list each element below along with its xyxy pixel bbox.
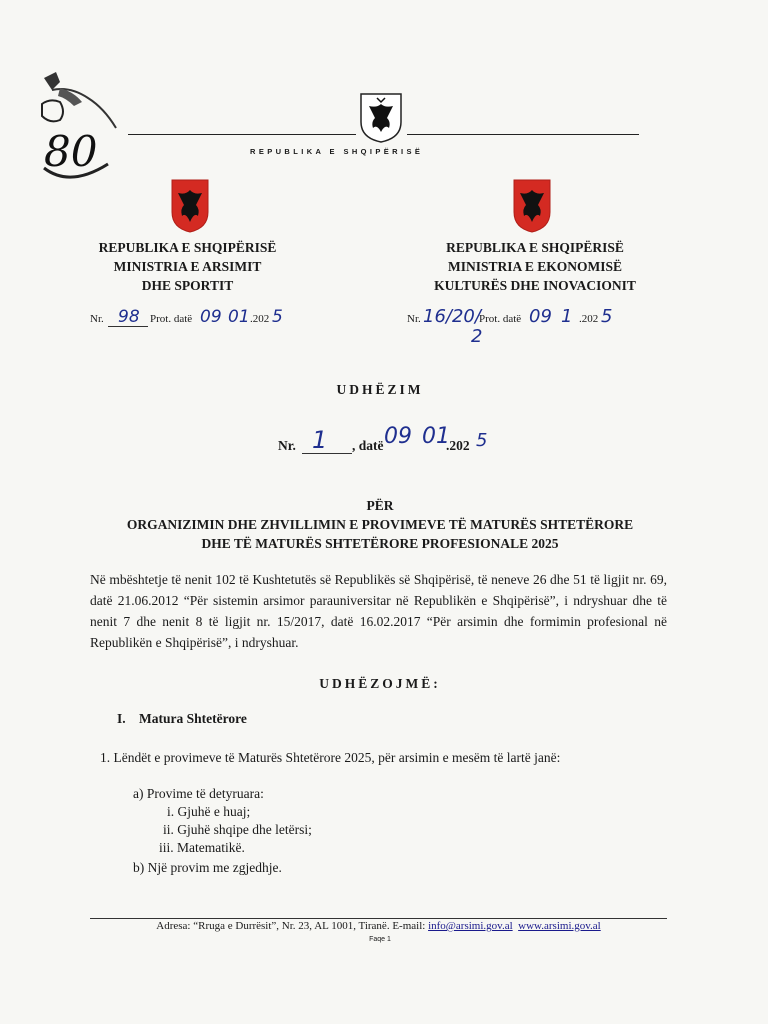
doc-nr-value: 1 bbox=[312, 426, 328, 454]
anniversary-80-logo bbox=[30, 68, 122, 186]
page-number: Faqe 1 bbox=[369, 936, 391, 943]
doc-number-line bbox=[278, 424, 508, 458]
title-line1: PËR bbox=[366, 498, 394, 513]
title-line3: DHE TË MATURËS SHTETËRORE PROFESIONALE 2025 bbox=[201, 536, 559, 551]
right-emblem bbox=[512, 178, 552, 234]
left-nr-value: 98 bbox=[118, 307, 140, 327]
doc-date-label: , datë bbox=[352, 438, 384, 453]
letterhead-text: REPUBLIKA E SHQIPËRISË bbox=[250, 147, 424, 156]
section-number: I. bbox=[117, 711, 126, 726]
left-protocol-line bbox=[90, 309, 320, 333]
right-nr-value: 16/20/ bbox=[423, 306, 481, 327]
anniversary-number: 80 bbox=[44, 127, 98, 176]
left-year: .202 bbox=[250, 313, 270, 325]
left-year-hand: 5 bbox=[272, 307, 283, 327]
footer-address bbox=[90, 920, 667, 932]
section-heading bbox=[117, 711, 247, 727]
right-ministry-line3: KULTURËS DHE INOVACIONIT bbox=[434, 278, 636, 293]
list-a-ii: ii. Gjuhë shqipe dhe letërsi; bbox=[163, 822, 312, 837]
footer-email-link[interactable]: info@arsimi.gov.al bbox=[428, 920, 513, 932]
document-title bbox=[80, 496, 680, 553]
letterhead-rule-left bbox=[128, 134, 356, 135]
right-nr-sub: 2 bbox=[471, 326, 483, 347]
list-a-iii: iii. Matematikë. bbox=[159, 840, 245, 855]
right-year: .202 bbox=[579, 313, 599, 325]
right-ministry-line2: MINISTRIA E EKONOMISË bbox=[447, 259, 623, 274]
right-protocol-line bbox=[407, 306, 637, 346]
doc-type: UDHËZIM bbox=[336, 382, 424, 397]
doc-year: .202 bbox=[446, 438, 470, 453]
doc-year-hand: 5 bbox=[476, 430, 488, 451]
left-nr-label: Nr. bbox=[90, 313, 104, 325]
left-ministry-line2: MINISTRIA E ARSIMIT bbox=[113, 259, 262, 274]
central-emblem bbox=[359, 92, 403, 144]
footer-rule bbox=[90, 918, 667, 919]
list-a: a) Provime të detyruara: bbox=[133, 786, 264, 801]
doc-date-month: 01 bbox=[422, 424, 450, 449]
footer-address-text: Adresa: “Rruga e Durrësit”, Nr. 23, AL 1001, Tiranë. E-mail: bbox=[156, 920, 429, 932]
left-prot-label: Prot. datë bbox=[150, 313, 193, 325]
right-date-month: 1 bbox=[561, 306, 573, 327]
footer-website-link[interactable]: www.arsimi.gov.al bbox=[518, 920, 601, 932]
instruct-heading: UDHËZOJMË: bbox=[319, 676, 441, 691]
left-ministry-block bbox=[70, 238, 305, 295]
item-1: 1. Lëndët e provimeve të Maturës Shtetërore 2025, për arsimin e mesëm të lartë janë: bbox=[100, 750, 561, 765]
right-date-day: 09 bbox=[529, 306, 552, 327]
right-ministry-line1: REPUBLIKA E SHQIPËRISË bbox=[446, 240, 624, 255]
doc-date-day: 09 bbox=[384, 424, 412, 449]
doc-nr-label: Nr. bbox=[278, 438, 296, 453]
right-nr-label: Nr. bbox=[407, 313, 421, 325]
title-line2: ORGANIZIMIN DHE ZHVILLIMIN E PROVIMEVE TË MATURËS SHTETËRORE bbox=[126, 517, 634, 532]
letterhead-rule-right bbox=[407, 134, 639, 135]
right-ministry-block bbox=[415, 238, 655, 295]
right-year-hand: 5 bbox=[601, 306, 613, 327]
left-ministry-line3: DHE SPORTIT bbox=[141, 278, 234, 293]
left-emblem bbox=[170, 178, 210, 234]
list-b: b) Një provim me zgjedhje. bbox=[133, 860, 282, 875]
left-ministry-line1: REPUBLIKA E SHQIPËRISË bbox=[98, 240, 277, 255]
list-a-i: i. Gjuhë e huaj; bbox=[167, 804, 251, 819]
right-prot-label: Prot. datë bbox=[479, 313, 522, 325]
left-date-day: 09 bbox=[200, 307, 222, 327]
section-title: Matura Shtetërore bbox=[139, 711, 247, 726]
left-date-month: 01 bbox=[228, 307, 250, 327]
preamble: Në mbështetje të nenit 102 të Kushtetutës së Republikës së Shqipërisë, të neneve 26 dhe 51 të ligjit nr. 69, datë 21.06.2012 “Për sistemin arsimor parauniversitar në Republikën e Shqipërisë”, i ndryshuar dhe të nenit 7 dhe nenit 8 të ligjit nr. 15/2017, datë 16.02.2017 “Për arsimin dhe formimin profesional në Republikën e Shqipërisë”, i ndryshuar. bbox=[90, 572, 667, 650]
